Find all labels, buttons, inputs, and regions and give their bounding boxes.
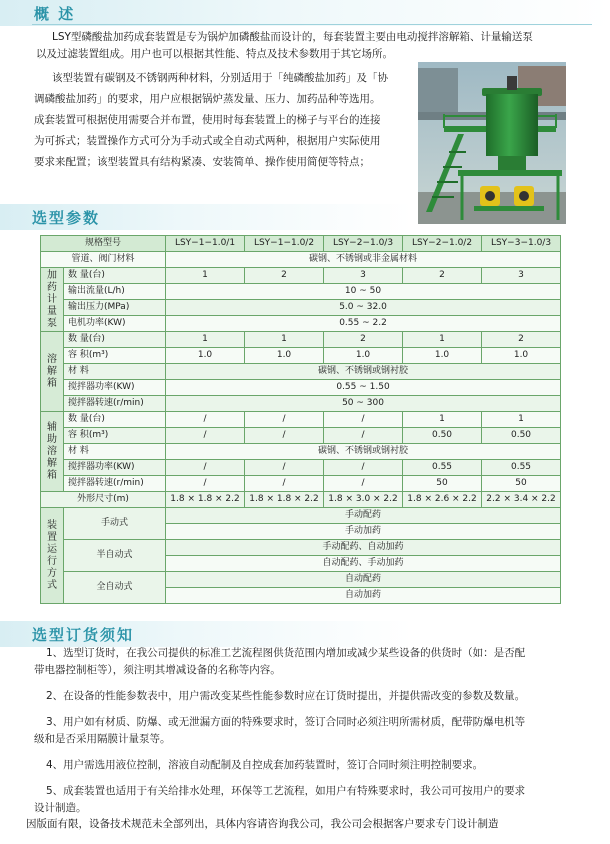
pump-qty-1: 1 (166, 268, 245, 284)
footer-note: 因版面有限，设备技术规范未全部列出，具体内容请咨询我公司，我公司会根据客户要求专门设计制造 (26, 818, 499, 830)
aux-qty-5: 1 (482, 412, 561, 428)
note-5 (34, 783, 590, 817)
table-row (41, 268, 561, 284)
aux-power-4: 0.55 (403, 460, 482, 476)
intro-line-2: 以及过滤装置组成。用户也可以根据其性能、特点及技术参数用于其它场所。 (36, 48, 393, 60)
aux-speed-5: 50 (482, 476, 561, 492)
spec-header (0, 204, 412, 230)
product-photo (418, 62, 566, 224)
semi-row-2: 自动配药、手动加药 (166, 556, 561, 572)
pipe-label: 管道、阀门材料 (41, 252, 166, 268)
note-5-line-2: 设计制造。 (34, 802, 87, 814)
detail-line-4: 为可拆式；装置操作方式可分为手动式或全自动式两种，根据用户实际使用 (34, 135, 381, 147)
overview-header (0, 0, 610, 26)
aux-speed-1: / (166, 476, 245, 492)
note-1-line-1: 1、选型订货时，在我公司提供的标准工艺流程图供货范围内增加或减少某些设备的供货时（如：是否配 (46, 647, 526, 659)
table-row (41, 396, 561, 412)
aux-vol-label: 容 积(m³) (64, 428, 166, 444)
aux-group-label: 辅助溶解箱 (41, 412, 64, 492)
order-notes (34, 645, 590, 826)
table-row (41, 572, 561, 588)
table-row (41, 300, 561, 316)
note-1 (34, 645, 590, 679)
tank-qty-4: 1 (403, 332, 482, 348)
tank-qty-3: 2 (324, 332, 403, 348)
pipe-value: 碳钢、不锈钢或非金属材料 (166, 252, 561, 268)
overview-intro (36, 29, 596, 63)
aux-vol-3: / (324, 428, 403, 444)
pressure-label: 输出压力(MPa) (64, 300, 166, 316)
aux-vol-5: 0.50 (482, 428, 561, 444)
aux-power-3: / (324, 460, 403, 476)
flow-label: 输出流量(L/h) (64, 284, 166, 300)
order-title: 选型订货须知 (32, 626, 135, 644)
spec-title: 选型参数 (32, 209, 101, 227)
pump-qty-5: 3 (482, 268, 561, 284)
tank-vol-3: 1.0 (324, 348, 403, 364)
motor-label: 电机功率(KW) (64, 316, 166, 332)
table-row (41, 348, 561, 364)
pressure-value: 5.0 ~ 32.0 (166, 300, 561, 316)
note-2: 2、在设备的性能参数表中，用户需改变某些性能参数时应在订货时提出，并提供需改变的参数及数量。 (46, 690, 526, 702)
tank-mat-value: 碳钢、不锈钢或钢衬胶 (166, 364, 561, 380)
pump-group-label: 加药计量泵 (41, 268, 64, 332)
tank-vol-1: 1.0 (166, 348, 245, 364)
note-3 (34, 714, 590, 748)
tank-speed-value: 50 ~ 300 (166, 396, 561, 412)
aux-power-2: / (245, 460, 324, 476)
detail-line-1: 该型装置有碳钢及不锈钢两种材料，分别适用于「纯磷酸盐加药」及「协 (52, 72, 388, 84)
table-row (41, 252, 561, 268)
product-photo-illustration (418, 62, 566, 224)
table-row (41, 316, 561, 332)
table-row (41, 332, 561, 348)
table-row (41, 380, 561, 396)
table-row (41, 444, 561, 460)
aux-power-1: / (166, 460, 245, 476)
aux-qty-4: 1 (403, 412, 482, 428)
pump-qty-2: 2 (245, 268, 324, 284)
aux-qty-label: 数 量(台) (64, 412, 166, 428)
aux-mat-value: 碳钢、不锈钢或钢衬胶 (166, 444, 561, 460)
auto-row-2: 自动加药 (166, 588, 561, 604)
pump-qty-4: 2 (403, 268, 482, 284)
table-row (41, 540, 561, 556)
aux-speed-2: / (245, 476, 324, 492)
aux-vol-4: 0.50 (403, 428, 482, 444)
tank-qty-1: 1 (166, 332, 245, 348)
table-row (41, 412, 561, 428)
size-5: 2.2 × 3.4 × 2.2 (482, 492, 561, 508)
pump-qty-label: 数 量(台) (64, 268, 166, 284)
overview-detail (34, 68, 414, 173)
tank-vol-2: 1.0 (245, 348, 324, 364)
semi-row-1: 手动配药、自动加药 (166, 540, 561, 556)
tank-vol-5: 1.0 (482, 348, 561, 364)
size-3: 1.8 × 3.0 × 2.2 (324, 492, 403, 508)
table-row (41, 476, 561, 492)
flow-value: 10 ~ 50 (166, 284, 561, 300)
note-1-line-2: 带电器控制柜等），须注明其增减设备的名称等内容。 (34, 664, 281, 676)
table-row (41, 428, 561, 444)
pump-qty-3: 3 (324, 268, 403, 284)
manual-label: 手动式 (64, 508, 166, 540)
model-5: LSY−3−1.0/3 (482, 236, 561, 252)
tank-power-label: 搅拌器功率(KW) (64, 380, 166, 396)
model-2: LSY−1−1.0/2 (245, 236, 324, 252)
model-4: LSY−2−1.0/2 (403, 236, 482, 252)
model-label: 规格型号 (41, 236, 166, 252)
aux-speed-label: 搅拌器转速(r/min) (64, 476, 166, 492)
tank-qty-5: 2 (482, 332, 561, 348)
spec-table (40, 235, 561, 604)
manual-row-2: 手动加药 (166, 524, 561, 540)
table-row (41, 364, 561, 380)
aux-qty-3: / (324, 412, 403, 428)
note-3-line-1: 3、用户如有材质、防爆、或无泄漏方面的特殊要求时，签订合同时必须注明所需材质，配带防爆电机等 (46, 716, 526, 728)
table-row (41, 236, 561, 252)
aux-vol-1: / (166, 428, 245, 444)
op-group-label: 装置运行方式 (41, 508, 64, 604)
tank-power-value: 0.55 ~ 1.50 (166, 380, 561, 396)
detail-line-5: 要求来配置；该型装置具有结构紧凑、安装简单、操作使用简便等特点； (34, 156, 370, 168)
aux-power-label: 搅拌器功率(KW) (64, 460, 166, 476)
manual-row-1: 手动配药 (166, 508, 561, 524)
size-label: 外形尺寸(m) (41, 492, 166, 508)
table-row (41, 460, 561, 476)
auto-row-1: 自动配药 (166, 572, 561, 588)
aux-speed-4: 50 (403, 476, 482, 492)
note-4: 4、用户需选用液位控制，溶液自动配制及自控成套加药装置时，签订合同时须注明控制要求。 (46, 759, 484, 771)
aux-qty-1: / (166, 412, 245, 428)
note-5-line-1: 5、成套装置也适用于有关给排水处理，环保等工艺流程，如用户有特殊要求时，我公司可按用户的要求 (46, 785, 526, 797)
motor-value: 0.55 ~ 2.2 (166, 316, 561, 332)
model-3: LSY−2−1.0/3 (324, 236, 403, 252)
overview-header-bar (0, 0, 610, 26)
table-row (41, 284, 561, 300)
size-1: 1.8 × 1.8 × 2.2 (166, 492, 245, 508)
overview-title: 概 述 (34, 5, 76, 23)
aux-power-5: 0.55 (482, 460, 561, 476)
aux-vol-2: / (245, 428, 324, 444)
detail-line-3: 成套装置可根据使用需要合并布置，使用时每套装置上的梯子与平台的连接 (34, 114, 381, 126)
size-4: 1.8 × 2.6 × 2.2 (403, 492, 482, 508)
aux-mat-label: 材 料 (64, 444, 166, 460)
overview-divider (32, 24, 592, 25)
aux-qty-2: / (245, 412, 324, 428)
tank-qty-label: 数 量(台) (64, 332, 166, 348)
tank-qty-2: 1 (245, 332, 324, 348)
model-1: LSY−1−1.0/1 (166, 236, 245, 252)
note-3-line-2: 级和是否采用隔膜计量泵等。 (34, 733, 171, 745)
table-row (41, 508, 561, 524)
tank-group-label: 溶解箱 (41, 332, 64, 412)
table-row (41, 492, 561, 508)
semi-label: 半自动式 (64, 540, 166, 572)
tank-vol-label: 容 积(m³) (64, 348, 166, 364)
tank-vol-4: 1.0 (403, 348, 482, 364)
tank-mat-label: 材 料 (64, 364, 166, 380)
aux-speed-3: / (324, 476, 403, 492)
size-2: 1.8 × 1.8 × 2.2 (245, 492, 324, 508)
auto-label: 全自动式 (64, 572, 166, 604)
intro-line-1: LSY型磷酸盐加药成套装置是专为锅炉加磷酸盐而设计的，每套装置主要由电动搅拌溶解箱、计量输送泵 (52, 31, 533, 43)
tank-speed-label: 搅拌器转速(r/min) (64, 396, 166, 412)
order-header (0, 621, 412, 647)
detail-line-2: 调磷酸盐加药」的要求，用户应根据锅炉蒸发量、压力、加药品种等选用。 (34, 93, 381, 105)
